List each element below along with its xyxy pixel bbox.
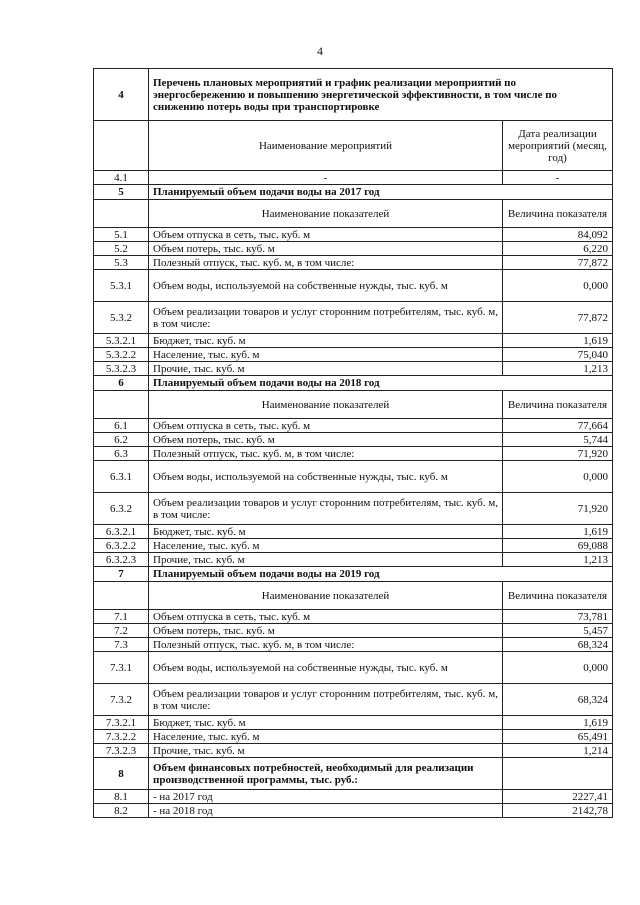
header-name-cell: Наименование мероприятий	[149, 121, 503, 171]
row-name: Прочие, тыс. куб. м	[149, 553, 503, 567]
row-number: 5.3.2.2	[94, 348, 149, 362]
table-row	[94, 525, 613, 539]
indicator-header-row	[94, 582, 613, 610]
row-name: Бюджет, тыс. куб. м	[149, 525, 503, 539]
row-value: 71,920	[503, 447, 613, 461]
section-header-row	[94, 567, 613, 582]
row-value: 1,619	[503, 525, 613, 539]
row-value: 2142,78	[503, 804, 613, 818]
row-value: 1,213	[503, 553, 613, 567]
page-number: 4	[317, 44, 323, 58]
header-name-cell: Наименование показателей	[149, 391, 503, 419]
table-row	[94, 433, 613, 447]
row-number: 4.1	[94, 171, 149, 185]
table-row	[94, 804, 613, 818]
row-name: Объем отпуска в сеть, тыс. куб. м	[149, 228, 503, 242]
table-row	[94, 744, 613, 758]
row-number: 5.2	[94, 242, 149, 256]
section-header-row	[94, 185, 613, 200]
table-row	[94, 493, 613, 525]
section-title: Планируемый объем подачи воды на 2018 год	[149, 376, 613, 391]
row-number: 6.3	[94, 447, 149, 461]
table-row	[94, 684, 613, 716]
row-number: 7.3.2	[94, 684, 149, 716]
row-value: 77,872	[503, 256, 613, 270]
header-name-cell: Наименование показателей	[149, 582, 503, 610]
table-row	[94, 242, 613, 256]
row-number: 6.1	[94, 419, 149, 433]
row-name: Объем реализации товаров и услуг сторонним потребителям, тыс. куб. м, в том числе:	[149, 684, 503, 716]
row-name: Полезный отпуск, тыс. куб. м, в том числе:	[149, 638, 503, 652]
row-number: 7.3.1	[94, 652, 149, 684]
table-row	[94, 228, 613, 242]
table-row	[94, 256, 613, 270]
table-row	[94, 730, 613, 744]
row-name: Объем отпуска в сеть, тыс. куб. м	[149, 419, 503, 433]
row-value: 0,000	[503, 461, 613, 493]
section-title: Планируемый объем подачи воды на 2017 год	[149, 185, 613, 200]
indicator-header-row	[94, 200, 613, 228]
section-number: 4	[94, 69, 149, 121]
row-name: Объем воды, используемой на собственные нужды, тыс. куб. м	[149, 270, 503, 302]
program-table	[93, 68, 613, 818]
row-number: 8.2	[94, 804, 149, 818]
row-value: 69,088	[503, 539, 613, 553]
section-title: Планируемый объем подачи воды на 2019 год	[149, 567, 613, 582]
row-name: Объем воды, используемой на собственные нужды, тыс. куб. м	[149, 652, 503, 684]
row-number: 7.1	[94, 610, 149, 624]
row-number: 5.3	[94, 256, 149, 270]
section-title: Перечень плановых мероприятий и график реализации мероприятий по энергосбережению и повышению энергетической эффективности, в том числе по снижению потерь воды при транспортировке	[149, 69, 613, 121]
row-number: 8.1	[94, 790, 149, 804]
row-name: Население, тыс. куб. м	[149, 539, 503, 553]
row-value: 68,324	[503, 638, 613, 652]
row-value: 5,744	[503, 433, 613, 447]
section-number: 7	[94, 567, 149, 582]
row-name: Объем реализации товаров и услуг сторонним потребителям, тыс. куб. м, в том числе:	[149, 493, 503, 525]
row-number: 6.2	[94, 433, 149, 447]
row-number: 5.3.2.3	[94, 362, 149, 376]
row-value: 1,214	[503, 744, 613, 758]
table-row	[94, 348, 613, 362]
row-number: 7.3.2.2	[94, 730, 149, 744]
row-value: 73,781	[503, 610, 613, 624]
row-name: Объем реализации товаров и услуг сторонним потребителям, тыс. куб. м, в том числе:	[149, 302, 503, 334]
row-number: 6.3.2.2	[94, 539, 149, 553]
row-value: 65,491	[503, 730, 613, 744]
row-name: Объем потерь, тыс. куб. м	[149, 624, 503, 638]
row-value: 71,920	[503, 493, 613, 525]
row-number: 7.3.2.3	[94, 744, 149, 758]
row-number: 5.1	[94, 228, 149, 242]
row-number: 6.3.2.1	[94, 525, 149, 539]
table-row	[94, 716, 613, 730]
table-row	[94, 461, 613, 493]
table-row	[94, 553, 613, 567]
row-value: 1,213	[503, 362, 613, 376]
table-row	[94, 638, 613, 652]
table-row	[94, 447, 613, 461]
row-number: 6.3.2.3	[94, 553, 149, 567]
header-empty-cell	[94, 582, 149, 610]
section-number: 8	[94, 758, 149, 790]
row-value: 1,619	[503, 334, 613, 348]
row-name: Полезный отпуск, тыс. куб. м, в том числе:	[149, 256, 503, 270]
row-value: 68,324	[503, 684, 613, 716]
row-value: 5,457	[503, 624, 613, 638]
table-row	[94, 171, 613, 185]
row-value: 84,092	[503, 228, 613, 242]
table-row	[94, 652, 613, 684]
row-number: 5.3.1	[94, 270, 149, 302]
row-name: Прочие, тыс. куб. м	[149, 744, 503, 758]
row-value: 77,872	[503, 302, 613, 334]
section-number: 6	[94, 376, 149, 391]
row-name: Объем отпуска в сеть, тыс. куб. м	[149, 610, 503, 624]
table-row	[94, 270, 613, 302]
table-row	[94, 302, 613, 334]
row-value: 1,619	[503, 716, 613, 730]
header-name-cell: Наименование показателей	[149, 200, 503, 228]
row-name: Бюджет, тыс. куб. м	[149, 334, 503, 348]
row-number: 6.3.2	[94, 493, 149, 525]
row-value: 77,664	[503, 419, 613, 433]
table-row	[94, 419, 613, 433]
section-title: Объем финансовых потребностей, необходимый для реализации производственной программы, тыс. руб.:	[149, 758, 503, 790]
row-name: Население, тыс. куб. м	[149, 348, 503, 362]
section-8-row	[94, 758, 613, 790]
table-row	[94, 362, 613, 376]
row-date: -	[503, 171, 613, 185]
row-number: 7.3	[94, 638, 149, 652]
program-table-body	[94, 69, 613, 818]
header-value-cell: Величина показателя	[503, 200, 613, 228]
row-number: 5.3.2	[94, 302, 149, 334]
table-row	[94, 790, 613, 804]
section-4-header-row	[94, 121, 613, 171]
row-name: Бюджет, тыс. куб. м	[149, 716, 503, 730]
header-empty-cell	[94, 391, 149, 419]
row-name: -	[149, 171, 503, 185]
row-name: Объем потерь, тыс. куб. м	[149, 242, 503, 256]
row-name: Объем потерь, тыс. куб. м	[149, 433, 503, 447]
header-empty-cell	[94, 200, 149, 228]
header-value-cell: Величина показателя	[503, 391, 613, 419]
indicator-header-row	[94, 391, 613, 419]
header-empty-cell	[94, 121, 149, 171]
row-value: 2227,41	[503, 790, 613, 804]
section-header-row	[94, 376, 613, 391]
row-number: 6.3.1	[94, 461, 149, 493]
table-row	[94, 610, 613, 624]
row-name: - на 2018 год	[149, 804, 503, 818]
row-value: 0,000	[503, 270, 613, 302]
section-4-row	[94, 69, 613, 121]
row-name: - на 2017 год	[149, 790, 503, 804]
row-value: 0,000	[503, 652, 613, 684]
row-value: 6,220	[503, 242, 613, 256]
table-row	[94, 334, 613, 348]
header-value-cell: Величина показателя	[503, 582, 613, 610]
row-name: Прочие, тыс. куб. м	[149, 362, 503, 376]
row-name: Полезный отпуск, тыс. куб. м, в том числе:	[149, 447, 503, 461]
row-number: 5.3.2.1	[94, 334, 149, 348]
row-value: 75,040	[503, 348, 613, 362]
section-number: 5	[94, 185, 149, 200]
table-row	[94, 624, 613, 638]
row-name: Население, тыс. куб. м	[149, 730, 503, 744]
row-number: 7.3.2.1	[94, 716, 149, 730]
table-row	[94, 539, 613, 553]
empty-value-cell	[503, 758, 613, 790]
row-number: 7.2	[94, 624, 149, 638]
header-date-cell: Дата реализации мероприятий (месяц, год)	[503, 121, 613, 171]
row-name: Объем воды, используемой на собственные нужды, тыс. куб. м	[149, 461, 503, 493]
